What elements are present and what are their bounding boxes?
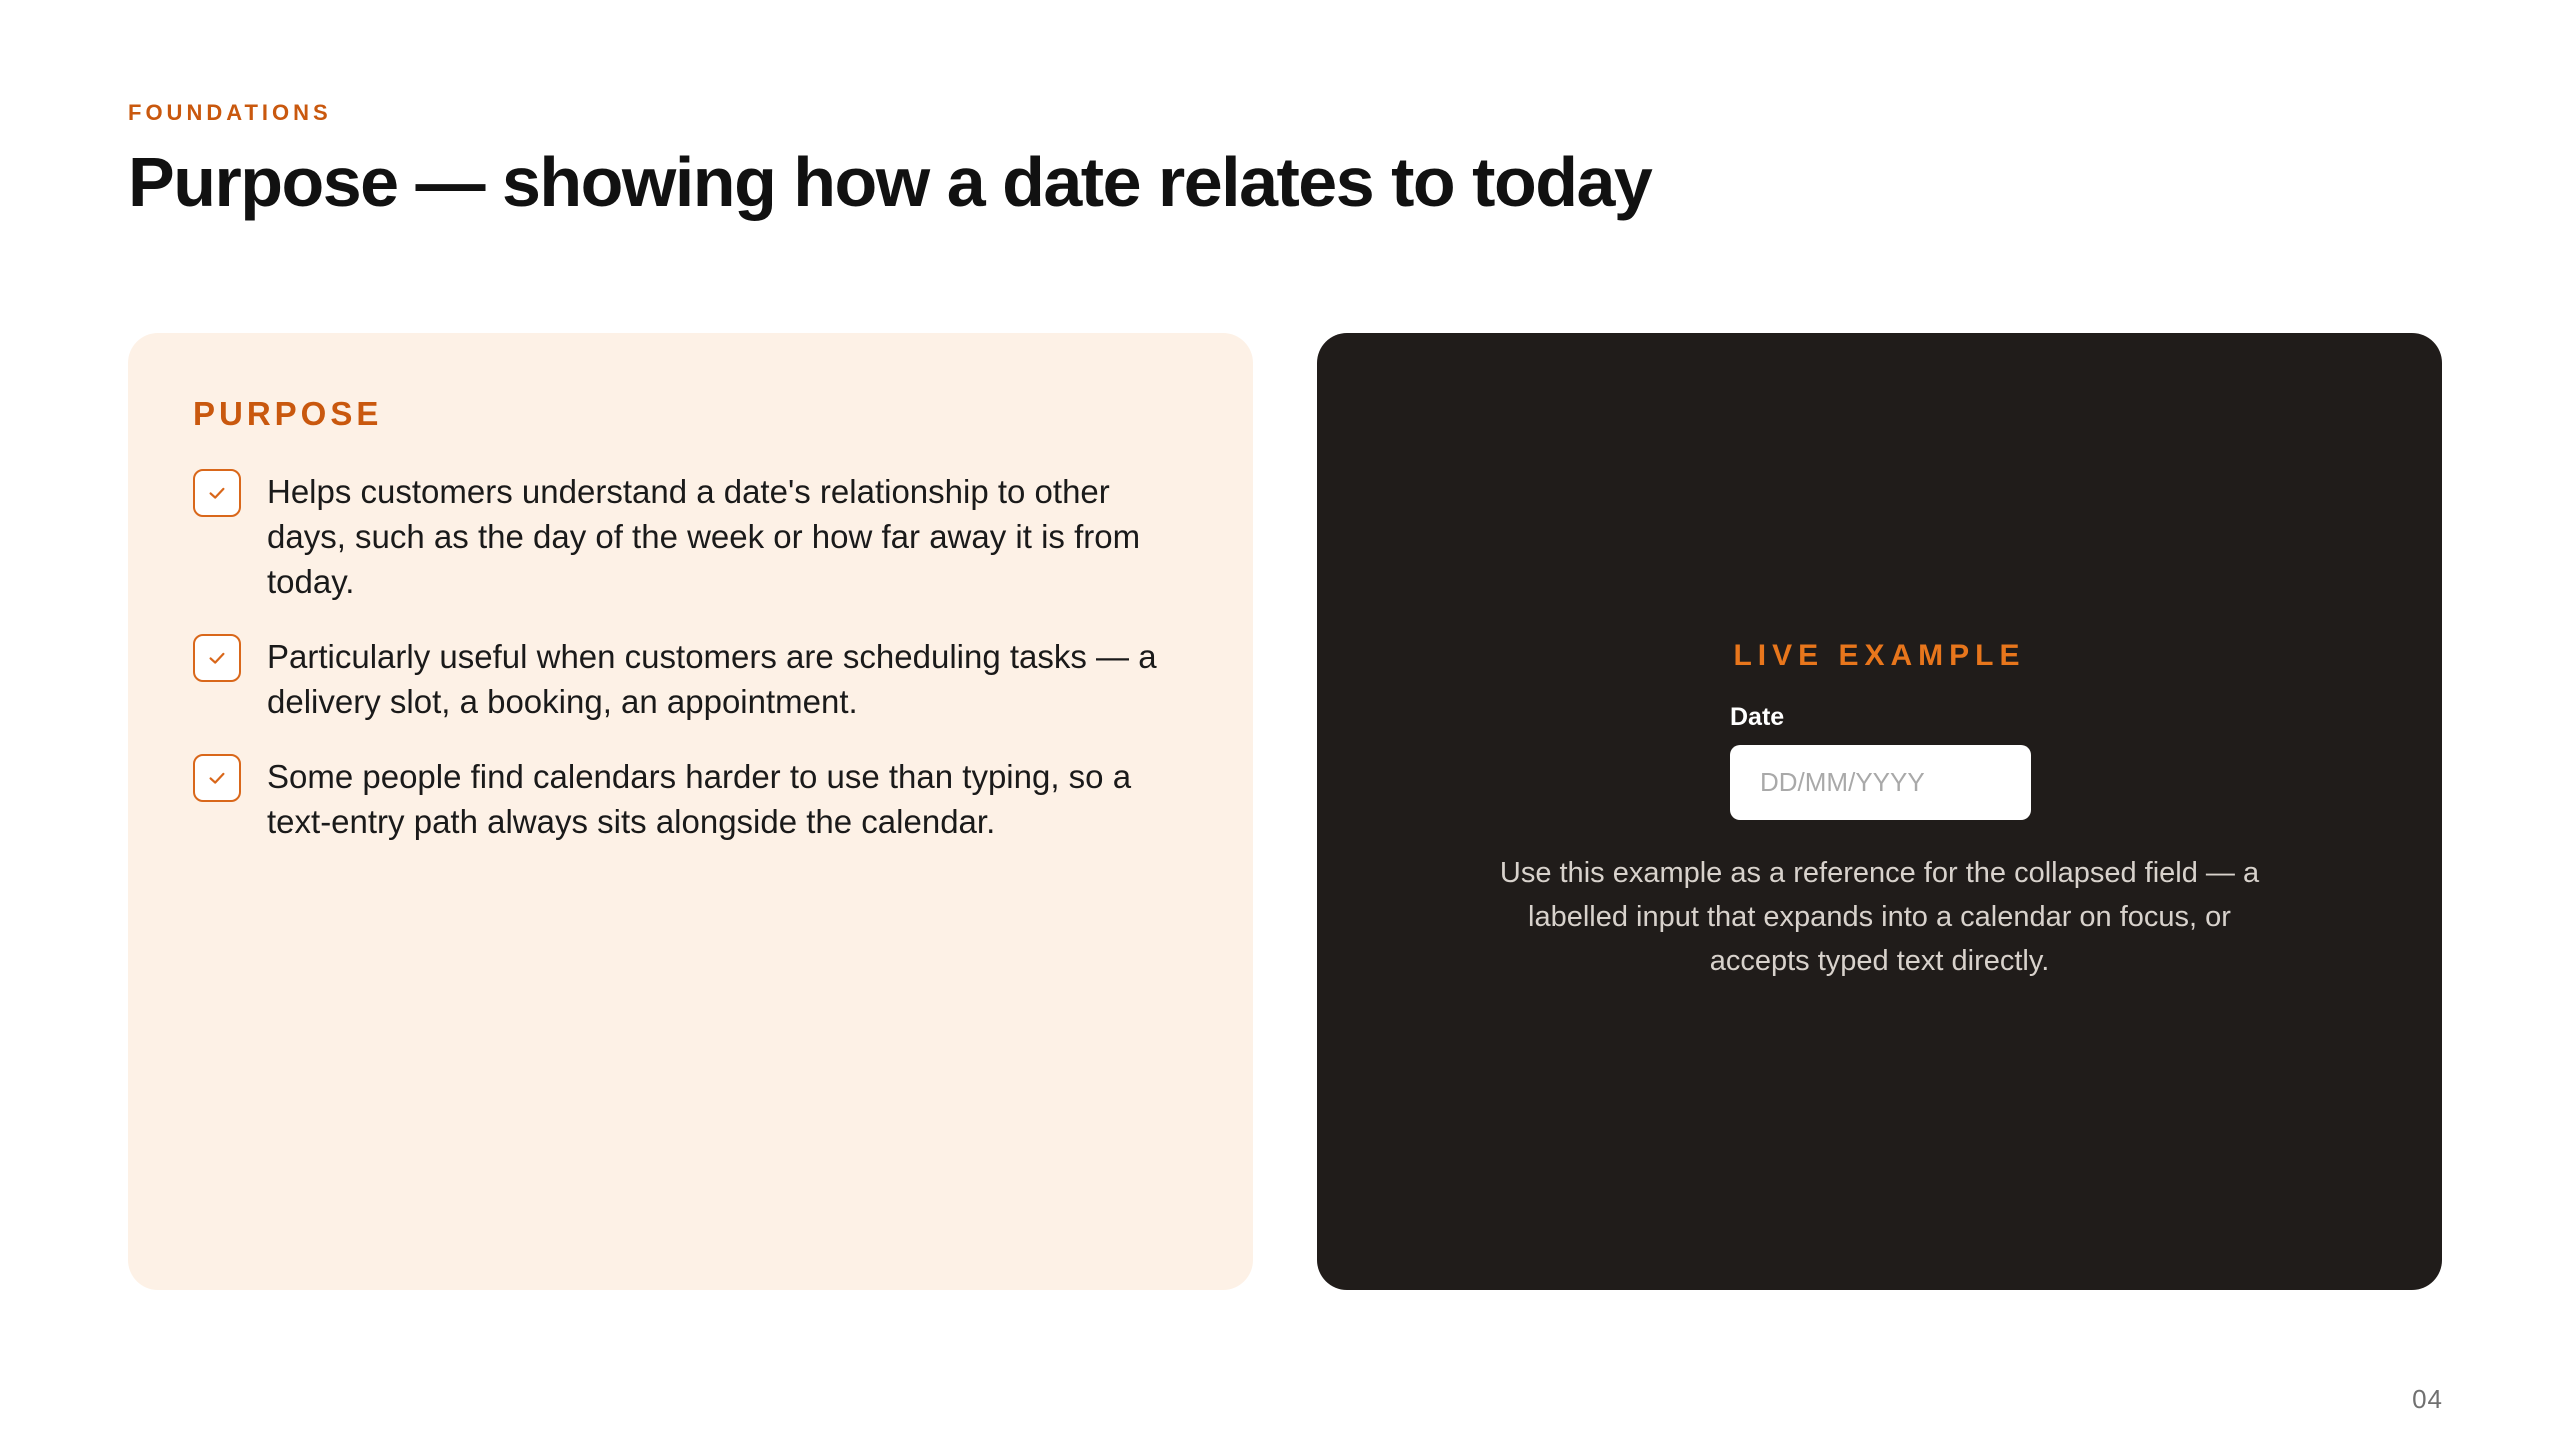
list-item-text: Some people find calendars harder to use than typing, so a text-entry path always sits alongside the calendar.	[267, 758, 1132, 840]
checkbox-check-icon	[193, 754, 241, 802]
list-item	[193, 754, 1188, 844]
date-field-label: Date	[1730, 703, 1785, 731]
live-example-description: Use this example as a reference for the collapsed field — a labelled input that expands into a calendar on focus, or accepts typed text directly.	[1499, 857, 2260, 977]
list-item-text: Helps customers understand a date's relationship to other days, such as the day of the week or how far away it is from today.	[267, 473, 1141, 600]
page-number: 04	[2412, 1384, 2443, 1414]
purpose-list	[193, 469, 1188, 844]
checkbox-check-icon	[193, 469, 241, 517]
list-item	[193, 634, 1188, 724]
list-item-text: Particularly useful when customers are scheduling tasks — a delivery slot, a booking, an appointment.	[267, 638, 1157, 720]
purpose-heading: PURPOSE	[193, 395, 383, 432]
live-example-card	[1317, 333, 2442, 1290]
date-input[interactable]	[1730, 745, 2031, 820]
purpose-card	[128, 333, 1253, 1290]
list-item	[193, 469, 1188, 604]
section-eyebrow: FOUNDATIONS	[128, 100, 332, 125]
checkbox-check-icon	[193, 634, 241, 682]
page-title: Purpose — showing how a date relates to today	[128, 143, 1652, 221]
live-example-heading: LIVE EXAMPLE	[1733, 639, 2026, 672]
